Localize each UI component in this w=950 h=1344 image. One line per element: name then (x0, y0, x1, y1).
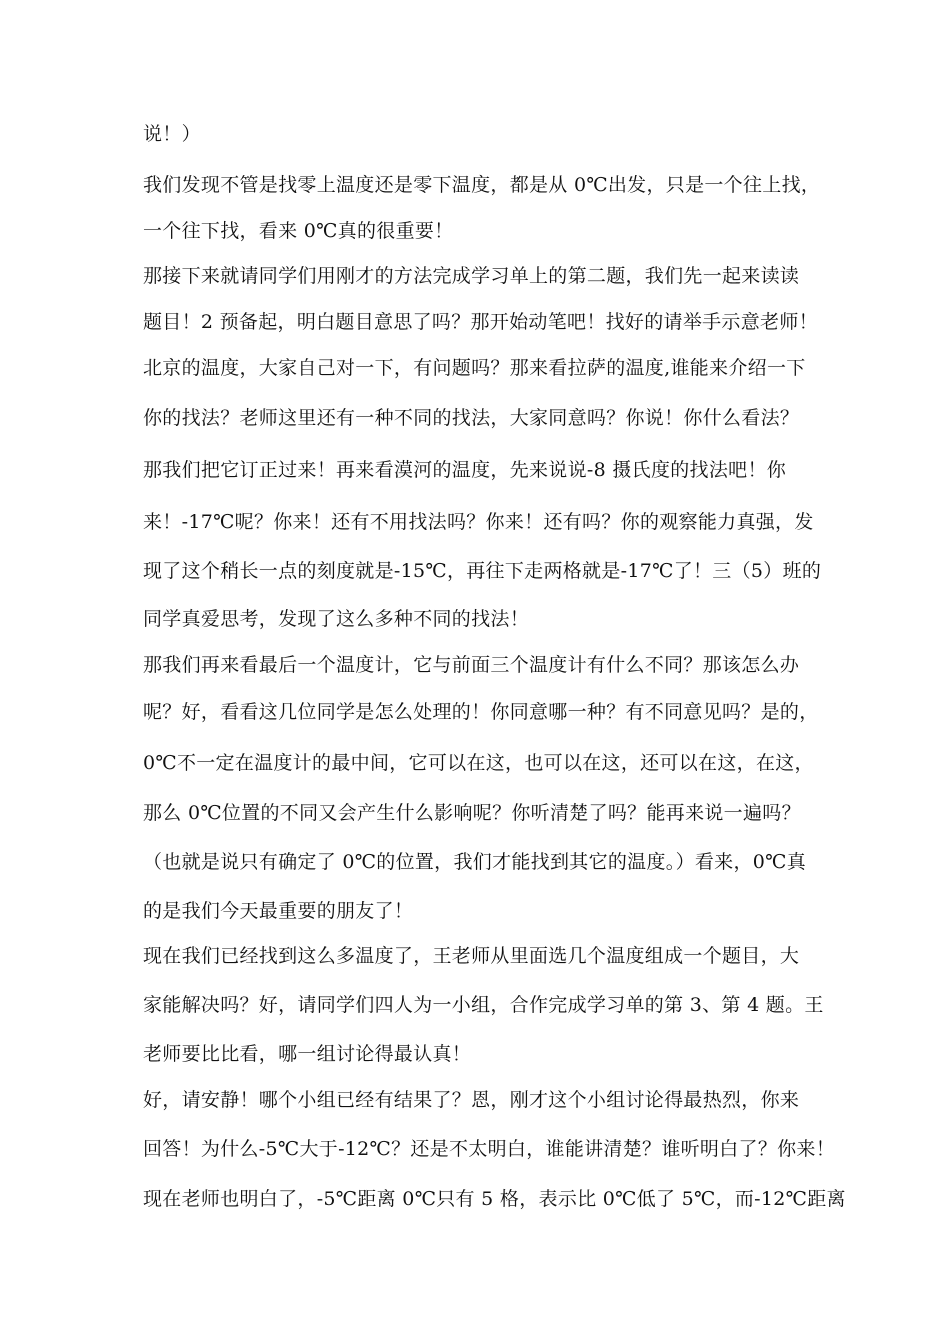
text-line: 我们发现不管是找零上温度还是零下温度，都是从 0℃出发，只是一个往上找， (143, 174, 821, 196)
text-line: 的是我们今天最重要的朋友了！ (143, 900, 414, 922)
text-line: 呢？好，看看这几位同学是怎么处理的！你同意哪一种？有不同意见吗？是的， (143, 701, 819, 723)
text-line: 题目！2 预备起，明白题目意思了吗？那开始动笔吧！找好的请举手示意老师！ (143, 311, 818, 333)
text-line: 家能解决吗？好，请同学们四人为一小组，合作完成学习单的第 3、第 4 题。王 (143, 994, 824, 1016)
text-line: 北京的温度，大家自己对一下，有问题吗？那来看拉萨的温度,谁能来介绍一下 (143, 357, 806, 379)
text-line: 那我们再来看最后一个温度计，它与前面三个温度计有什么不同？那该怎么办 (143, 654, 800, 676)
text-line: 回答！为什么-5℃大于-12℃？还是不太明白，谁能讲清楚？谁听明白了？你来！ (143, 1138, 836, 1160)
text-line: 现了这个稍长一点的刻度就是-15℃，再往下走两格就是-17℃了！三（5）班的 (143, 560, 822, 582)
text-line: 说！） (143, 123, 201, 145)
text-line: 现在老师也明白了，-5℃距离 0℃只有 5 格，表示比 0℃低了 5℃，而-12℃距离 (143, 1188, 846, 1210)
text-line: 老师要比比看，哪一组讨论得最认真！ (143, 1043, 472, 1065)
text-line: 那接下来就请同学们用刚才的方法完成学习单上的第二题，我们先一起来读读 (143, 265, 800, 287)
text-line: 好，请安静！哪个小组已经有结果了？恩，刚才这个小组讨论得最热烈，你来 (143, 1089, 800, 1111)
text-line: 来！-17℃呢？你来！还有不用找法吗？你来！还有吗？你的观察能力真强，发 (143, 511, 814, 533)
text-line: 那我们把它订正过来！再来看漠河的温度，先来说说-8 摄氏度的找法吧！你 (143, 459, 787, 481)
text-line: 一个往下找，看来 0℃真的很重要！ (143, 220, 454, 242)
text-line: 同学真爱思考，发现了这么多种不同的找法！ (143, 608, 530, 630)
text-line: 你的找法？老师这里还有一种不同的找法，大家同意吗？你说！你什么看法？ (143, 407, 800, 429)
text-line: （也就是说只有确定了 0℃的位置，我们才能找到其它的温度。）看来，0℃真 (143, 851, 807, 873)
text-line: 0℃不一定在温度计的最中间，它可以在这，也可以在这，还可以在这，在这， (143, 752, 814, 774)
text-line: 那么 0℃位置的不同又会产生什么影响呢？你听清楚了吗？能再来说一遍吗？ (143, 802, 801, 824)
text-line: 现在我们已经找到这么多温度了，王老师从里面选几个温度组成一个题目，大 (143, 945, 800, 967)
